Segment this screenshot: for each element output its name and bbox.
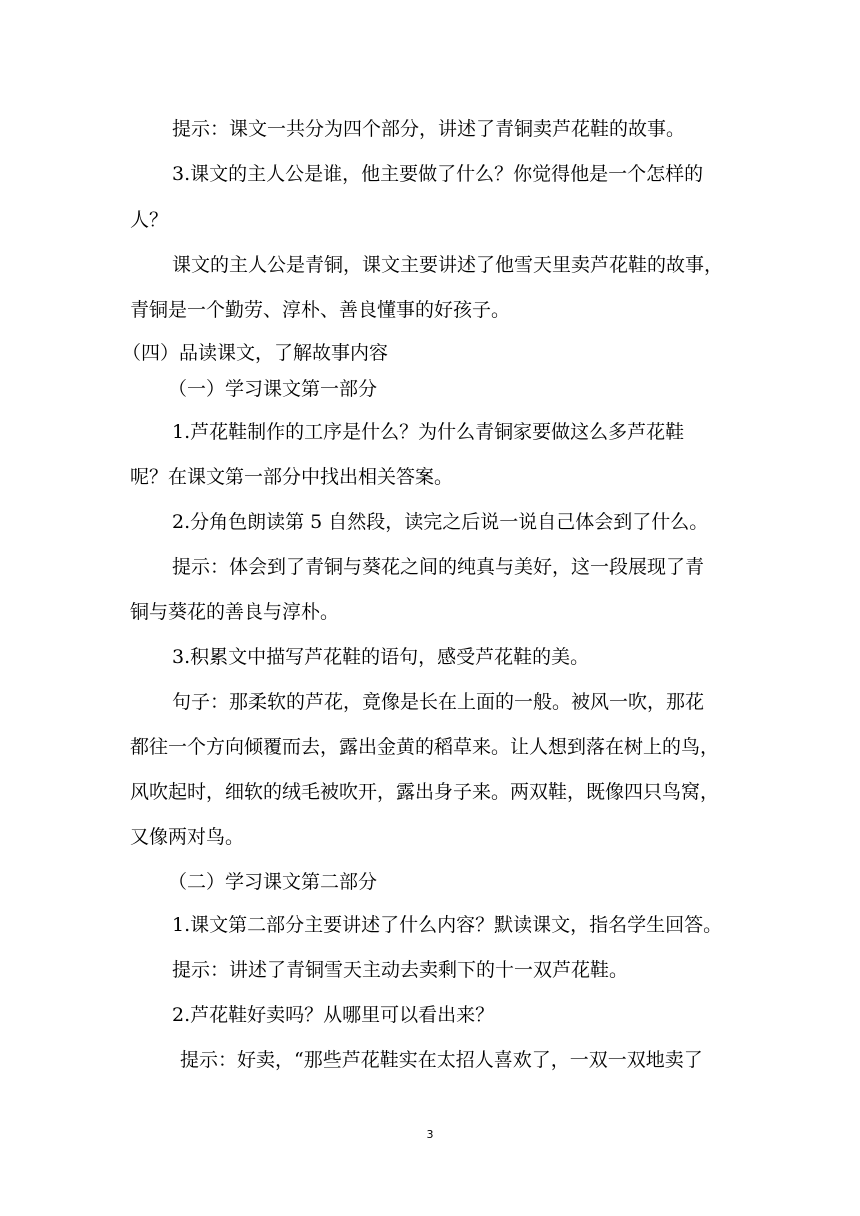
text-line: 人？ — [130, 209, 169, 231]
section-heading: （四）品读课文，了解故事内容 — [122, 342, 389, 364]
question-text: 2.芦花鞋好卖吗？从哪里可以看出来？ — [172, 1004, 495, 1026]
question-text: 3.课文的主人公是谁，他主要做了什么？你觉得他是一个怎样的 — [172, 163, 704, 185]
text-line: 提示：好卖，“那些芦花鞋实在太招人喜欢了，一双一双地卖了 — [180, 1049, 703, 1071]
text-line: 提示：讲述了青铜雪天主动去卖剩下的十一双芦花鞋。 — [172, 959, 629, 981]
text-line: 提示：体会到了青铜与葵花之间的纯真与美好，这一段展现了青 — [172, 556, 705, 578]
question-text: 1.课文第二部分主要讲述了什么内容？默读课文，指名学生回答。 — [172, 914, 723, 936]
text-line: 提示：课文一共分为四个部分，讲述了青铜卖芦花鞋的故事。 — [172, 118, 686, 140]
subsection-heading: （一）学习课文第一部分 — [168, 378, 378, 400]
question-text: 3.积累文中描写芦花鞋的语句，感受芦花鞋的美。 — [172, 646, 590, 668]
text-line: 句子：那柔软的芦花，竟像是长在上面的一般。被风一吹，那花 — [172, 691, 705, 713]
text-line: 风吹起时，细软的绒毛被吹开，露出身子来。两双鞋，既像四只鸟窝， — [130, 781, 720, 803]
text-line: 青铜是一个勤劳、淳朴、善良懂事的好孩子。 — [130, 299, 511, 321]
text-line: 呢？在课文第一部分中找出相关答案。 — [130, 466, 454, 488]
text-line: 又像两对鸟。 — [130, 826, 245, 848]
page-number: 3 — [426, 1128, 434, 1141]
text-line: 课文的主人公是青铜，课文主要讲述了他雪天里卖芦花鞋的故事， — [172, 254, 724, 276]
text-line: 铜与葵花的善良与淳朴。 — [130, 601, 340, 623]
subsection-heading: （二）学习课文第二部分 — [168, 871, 378, 893]
text-line: 都往一个方向倾覆而去，露出金黄的稻草来。让人想到落在树上的鸟， — [130, 736, 720, 758]
question-text: 1.芦花鞋制作的工序是什么？为什么青铜家要做这么多芦花鞋 — [172, 421, 685, 443]
question-text: 2.分角色朗读第 5 自然段，读完之后说一说自己体会到了什么。 — [172, 511, 709, 533]
